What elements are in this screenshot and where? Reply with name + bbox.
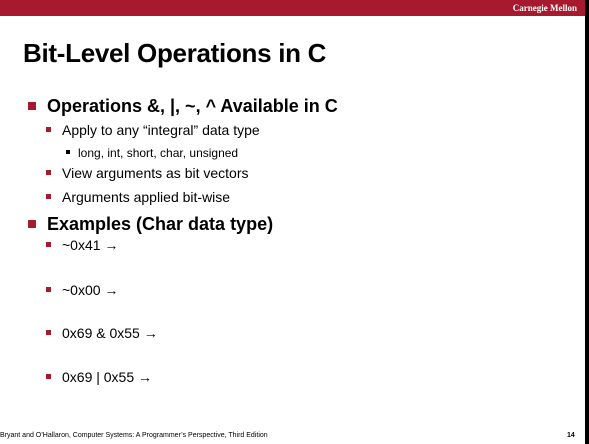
page-number: 14: [567, 432, 575, 439]
footer-citation: Bryant and O’Hallaron, Computer Systems: A Programmer’s Perspective, Third Edition: [0, 432, 268, 439]
subbullet-text: Apply to any “integral” data type: [62, 122, 260, 138]
square-bullet-icon: [46, 330, 51, 335]
bullet-operations: [47, 95, 338, 117]
slide-title: Bit-Level Operations in C: [23, 38, 327, 68]
subbullet-text: Arguments applied bit-wise: [62, 189, 231, 205]
square-bullet-icon: [46, 287, 51, 292]
bullet-examples: [47, 213, 273, 235]
example-not-0x00: [62, 281, 118, 300]
example-not-0x41: [62, 236, 118, 255]
subsubbullet-text: long, int, short, char, unsigned: [78, 146, 239, 160]
example-text: 0x69 & 0x55 →: [62, 325, 158, 341]
square-bullet-icon: [28, 102, 36, 110]
subsubbullet-types: [78, 144, 238, 162]
example-text: ~0x41 →: [62, 237, 119, 253]
subbullet-text: View arguments as bit vectors: [62, 165, 249, 181]
square-bullet-icon: [28, 220, 36, 228]
subbullet-bit-vectors: [62, 164, 249, 183]
square-bullet-icon: [46, 242, 51, 247]
square-bullet-icon: [46, 170, 51, 175]
bullet-text: Examples (Char data type): [47, 214, 274, 234]
example-and: [62, 324, 158, 343]
square-bullet-icon: [66, 150, 70, 154]
subbullet-integral-type: [62, 121, 260, 140]
example-text: 0x69 | 0x55 →: [62, 369, 153, 385]
bullet-text: Operations &, |, ~, ^ Available in C: [47, 96, 338, 116]
example-text: ~0x00 →: [62, 282, 119, 298]
header-bar: [0, 0, 585, 16]
square-bullet-icon: [46, 374, 51, 379]
square-bullet-icon: [46, 127, 51, 132]
square-bullet-icon: [46, 194, 51, 199]
brand-label: Carnegie Mellon: [512, 3, 577, 13]
subbullet-bit-wise: [62, 188, 230, 207]
example-or: [62, 368, 152, 387]
